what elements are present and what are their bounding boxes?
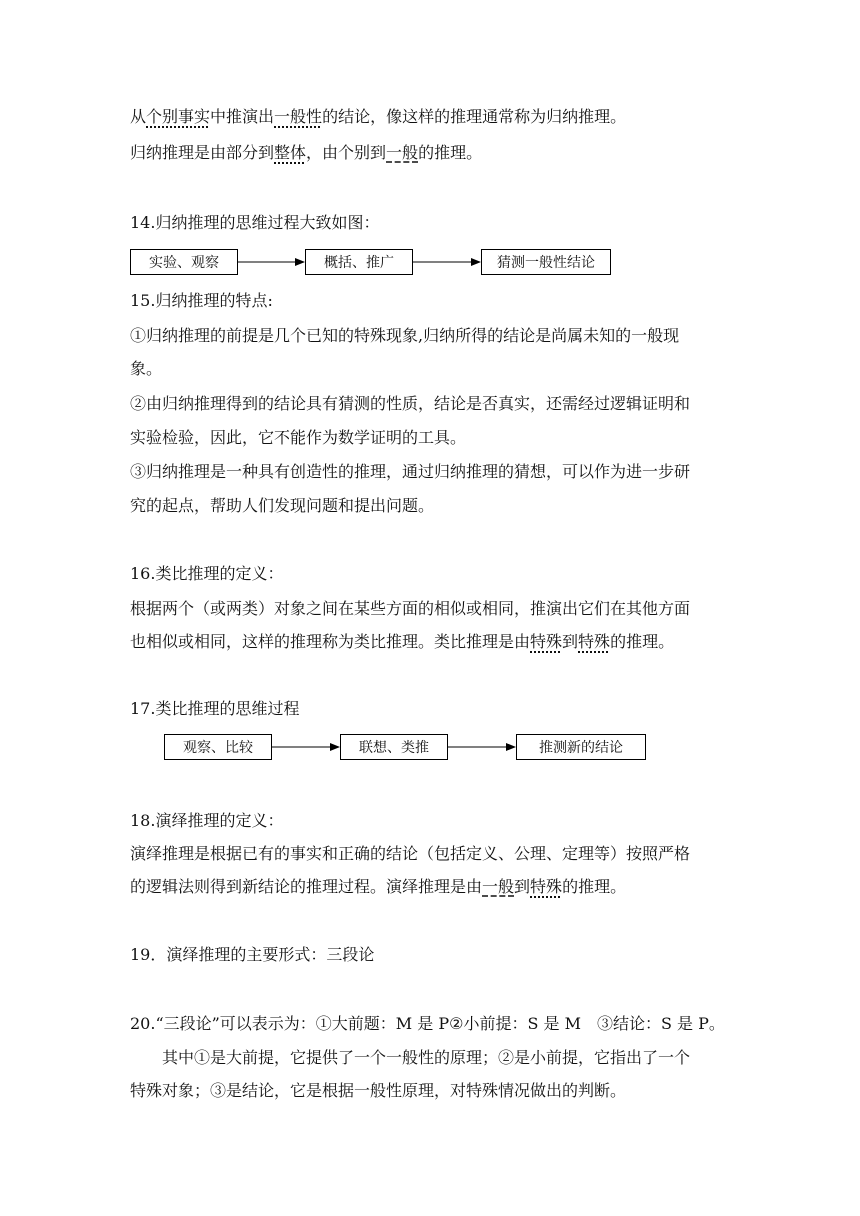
flow-box-generalize: 概括、推广 [305, 249, 413, 275]
dotted-emphasis: 特殊 [530, 632, 563, 651]
dotted-emphasis: 特殊 [530, 877, 563, 896]
s18-line-1: 演绎推理是根据已有的事实和正确的结论（包括定义、公理、定理等）按照严格 [130, 844, 691, 863]
flow-box-observe: 观察、比较 [164, 734, 272, 760]
intro-line-1: 从个别事实中推演出一般性的结论，像这样的推理通常称为归纳推理。 [130, 107, 627, 126]
dotted-emphasis: 一般性 [274, 107, 323, 126]
dotted-emphasis: 整体 [274, 143, 307, 162]
section-15-heading: 15.归纳推理的特点: [130, 291, 273, 310]
s15-p1-line-a: ①归纳推理的前提是几个已知的特殊现象,归纳所得的结论是尚属未知的一般现 [130, 326, 680, 345]
s15-p3-line-b: 究的起点，帮助人们发现问题和提出问题。 [130, 496, 435, 515]
s15-p3-line-a: ③归纳推理是一种具有创造性的推理，通过归纳推理的猜想，可以作为进一步研 [130, 462, 691, 481]
s15-p2-line-a: ②由归纳推理得到的结论具有猜测的性质，结论是否真实，还需经过逻辑证明和 [130, 394, 691, 413]
section-20-line-3: 特殊对象；③是结论，它是根据一般性原理，对特殊情况做出的判断。 [130, 1081, 627, 1100]
dotted-emphasis: 特殊 [578, 632, 611, 651]
s15-p2-line-b: 实验检验，因此，它不能作为数学证明的工具。 [130, 428, 467, 447]
flow-box-infer: 推测新的结论 [516, 734, 646, 760]
s15-p1-line-b: 象。 [130, 359, 163, 378]
dashed-emphasis: 一般 [386, 143, 419, 162]
section-17-heading: 17.类比推理的思维过程 [130, 699, 300, 718]
section-14-heading: 14.归纳推理的思维过程大致如图： [130, 213, 380, 232]
dotted-emphasis: 个别事实 [146, 107, 211, 126]
section-16-heading: 16.类比推理的定义： [130, 564, 284, 583]
intro-line-2: 归纳推理是由部分到整体，由个别到一般的推理。 [130, 143, 483, 162]
flow-box-conjecture: 猜测一般性结论 [481, 249, 611, 275]
flow-box-experiment: 实验、观察 [130, 249, 238, 275]
flow-box-associate: 联想、类推 [340, 734, 448, 760]
s16-line-2: 也相似或相同，这样的推理称为类比推理。类比推理是由特殊到特殊的推理。 [130, 632, 675, 651]
section-20-line-2: 其中①是大前提，它提供了一个一般性的原理；②是小前提，它指出了一个 [162, 1048, 691, 1067]
s16-line-1: 根据两个（或两类）对象之间在某些方面的相似或相同，推演出它们在其他方面 [130, 599, 691, 618]
section-20-line-1: 20.“三段论”可以表示为：①大前题：M 是 P②小前提：S 是 M ③结论：S 是 P。 [130, 1014, 725, 1033]
s18-line-2: 的逻辑法则得到新结论的推理过程。演绎推理是由一般到特殊的推理。 [130, 877, 627, 896]
section-19-heading: 19．演绎推理的主要形式：三段论 [130, 945, 375, 964]
section-18-heading: 18.演绎推理的定义： [130, 811, 284, 830]
dashed-emphasis: 一般 [482, 877, 515, 896]
